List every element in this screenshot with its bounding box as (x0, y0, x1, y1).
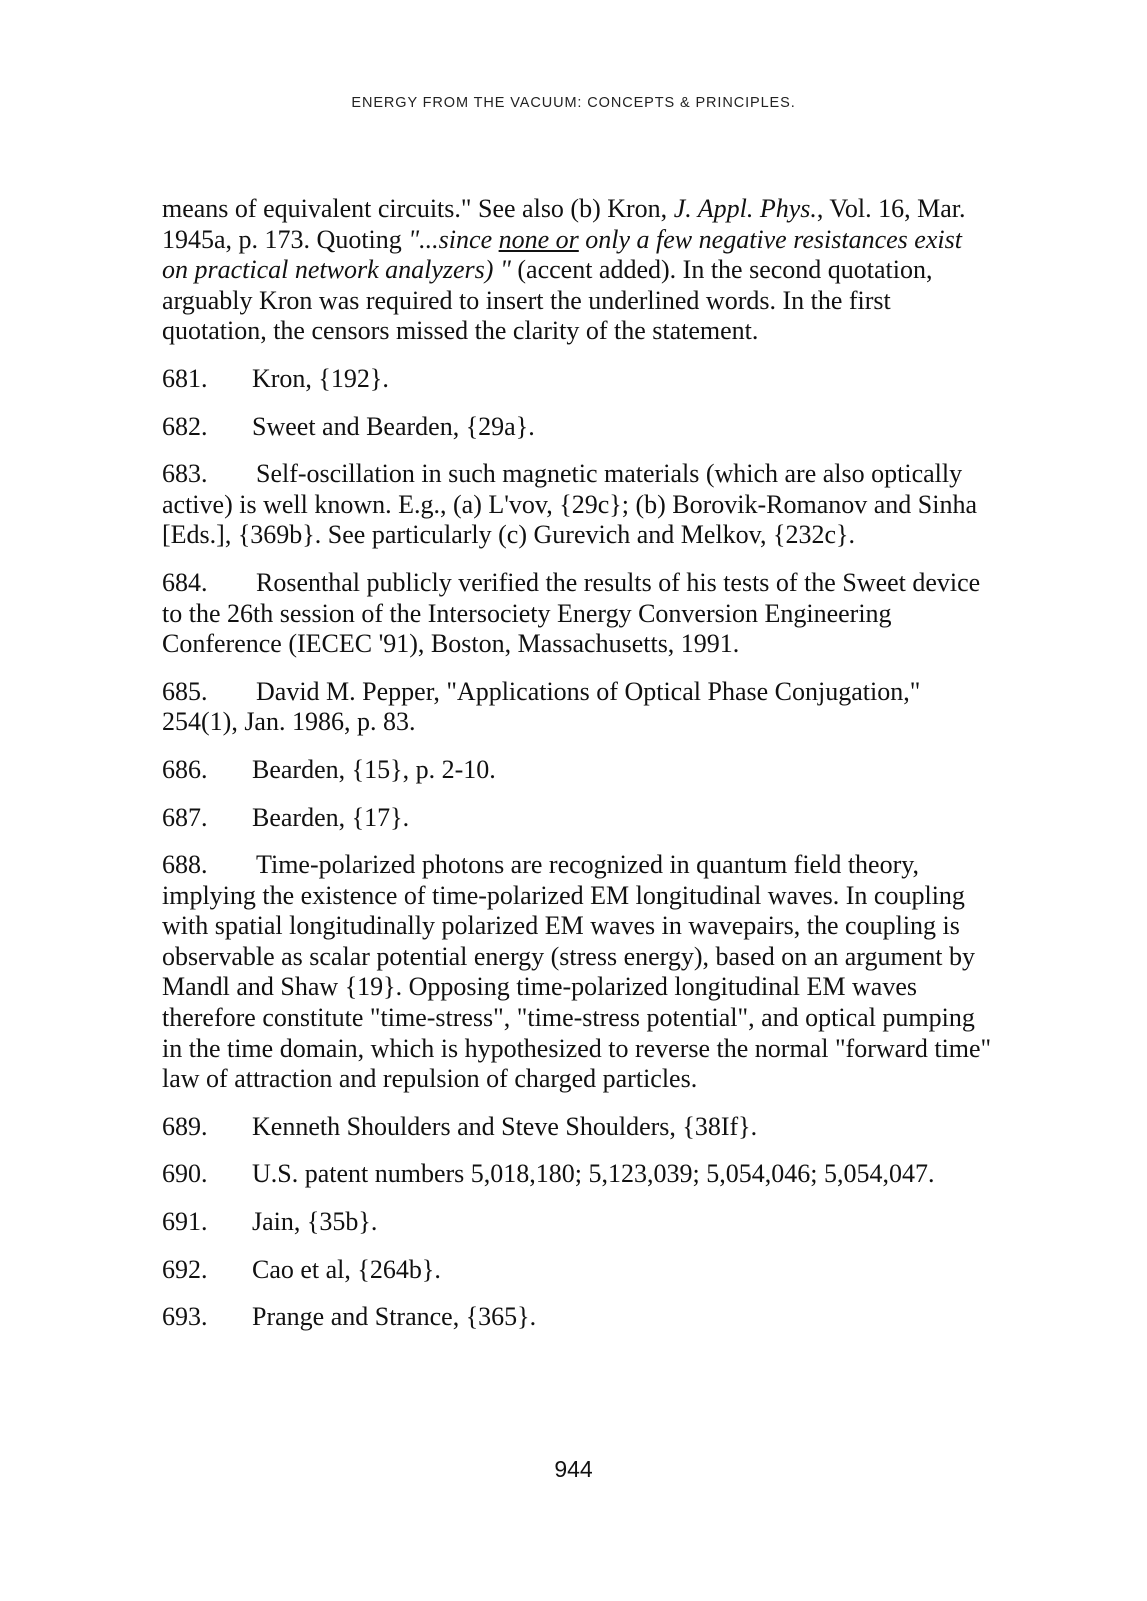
endnote-690 (162, 1159, 992, 1190)
endnote-686 (162, 755, 992, 786)
endnote-text: David M. Pepper, "Applications of Optical Phase Conjugation," 254(1), Jan. 1986, p. 83. (162, 676, 921, 737)
endnote-691 (162, 1207, 992, 1238)
endnote-text: Prange and Strance, {365}. (252, 1302, 537, 1332)
endnote-number: 692. (162, 1254, 208, 1284)
endnote-number: 688. (162, 850, 208, 880)
endnote-text: Bearden, {17}. (252, 802, 410, 832)
endnote-text: Jain, {35b}. (252, 1207, 378, 1237)
endnote-681 (162, 364, 992, 395)
endnote-688 (162, 850, 992, 1095)
endnote-684 (162, 568, 992, 660)
journal-title: J. Appl. Phys. (673, 194, 817, 223)
running-header: ENERGY FROM THE VACUUM: CONCEPTS & PRINCIPLES. (351, 95, 796, 111)
endnote-text: Sweet and Bearden, {29a}. (252, 411, 535, 441)
endnote-689 (162, 1112, 992, 1143)
endnote-682 (162, 412, 992, 443)
endnote-692 (162, 1255, 992, 1286)
endnote-number: 686. (162, 754, 208, 784)
endnote-text: Rosenthal publicly verified the results of his tests of the Sweet device to the 26th session of the Intersociety Energy Conversion Engineering Conference (IECEC '91), Boston, Massachusetts, 1991. (162, 567, 981, 659)
endnote-number: 682. (162, 411, 208, 441)
endnotes-body (162, 194, 992, 1350)
endnote-text: Kenneth Shoulders and Steve Shoulders, {38If}. (252, 1111, 758, 1141)
endnote-text: U.S. patent numbers 5,018,180; 5,123,039; 5,054,046; 5,054,047. (252, 1159, 935, 1189)
endnote-number: 683. (162, 459, 208, 489)
quotation-start: "...since (408, 224, 499, 254)
quotation-end: only a few negative resistances exist on practical network analyzers) " (162, 224, 962, 285)
endnote-687 (162, 803, 992, 834)
endnote-number: 687. (162, 802, 208, 832)
endnote-number: 681. (162, 363, 208, 393)
endnote-text: Cao et al, {264b}. (252, 1254, 441, 1284)
continued-text-part-2: , Vol. 16, Mar. 1945a, p. 173. Quoting (162, 194, 966, 254)
continued-text-part-1: means of equivalent circuits." See also (b) Kron, (162, 194, 674, 223)
endnote-number: 691. (162, 1207, 208, 1237)
underlined-words: none or (498, 224, 579, 254)
endnote-number: 684. (162, 567, 208, 597)
page-number: 944 (554, 1456, 593, 1482)
endnote-number: 689. (162, 1111, 208, 1141)
endnote-number: 690. (162, 1159, 208, 1189)
endnote-693 (162, 1302, 992, 1333)
endnote-685 (162, 677, 992, 738)
endnote-text: Self-oscillation in such magnetic materials (which are also optically active) is well known. E.g., (a) L'vov, {29c}; (b) Borovik-Romanov and Sinha [Eds.], {369b}. See particularly (c) Gurevich and Melkov, {232c}. (162, 459, 978, 550)
endnote-683 (162, 459, 992, 551)
continued-endnote-paragraph (162, 194, 992, 347)
endnote-text: Time-polarized photons are recognized in quantum field theory, implying the existence of time-polarized EM longitudinal waves. In coupling with spatial longitudinally polarized EM waves in wavepairs, the coupling is observable as scalar potential energy (stress energy), based on an argument by Mandl and Shaw {19}. Opposing time-polarized longitudinal EM waves therefore constitute "time-stress", "time-stress potential", and optical pumping in the time domain, which is hypothesized to reverse the normal "forward time" law of attraction and repulsion of charged particles. (162, 850, 992, 1094)
continued-text-part-3: (accent added). In the second quotation, arguably Kron was required to insert the underlined words. In the first quotation, the censors missed the clarity of the statement. (162, 255, 933, 346)
endnote-number: 685. (162, 676, 208, 706)
endnote-text: Bearden, {15}, p. 2-10. (252, 754, 496, 784)
endnote-number: 693. (162, 1302, 208, 1332)
endnote-text: Kron, {192}. (252, 363, 389, 393)
